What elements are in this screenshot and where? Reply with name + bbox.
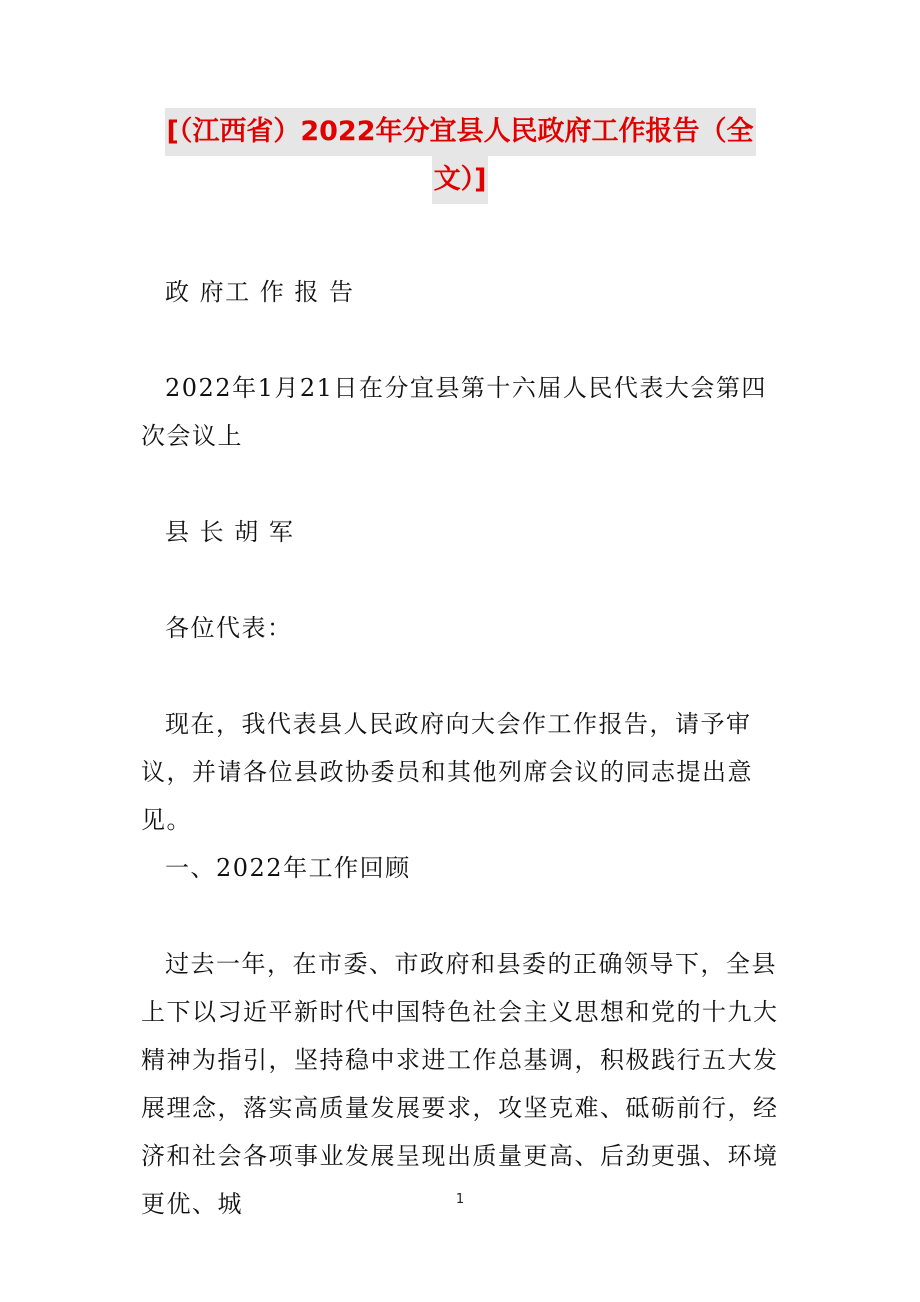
report-heading: 政 府工 作 报 告: [165, 278, 355, 306]
speaker-line: 县 长 胡 军: [165, 518, 295, 546]
date-line: 2022年1月21日在分宜县第十六届人民代表大会第四次会议上: [141, 374, 767, 450]
section-body: 过去一年，在市委、市政府和县委的正确领导下，全县上下以习近平新时代中国特色社会主义思想和党的十九大精神为指引，坚持稳中求进工作总基调，积极践行五大发展理念，落实高质量发展要求，攻坚克难、砥砺前行，经济和社会各项事业发展呈现出质量更高、后劲更强、环境更优、城: [141, 950, 779, 1218]
document-title: [140, 108, 780, 204]
page-number: 1: [455, 1192, 465, 1207]
section-heading: 一、2022年工作回顾: [165, 854, 411, 882]
salutation: 各位代表：: [165, 614, 293, 642]
title-line-1: [（江西省）2022年分宜县人民政府工作报告（全: [165, 108, 756, 156]
title-line-2: 文）]: [432, 156, 489, 204]
intro-paragraph: 现在，我代表县人民政府向大会作工作报告，请予审议，并请各位县政协委员和其他列席会议的同志提出意见。: [141, 710, 753, 834]
